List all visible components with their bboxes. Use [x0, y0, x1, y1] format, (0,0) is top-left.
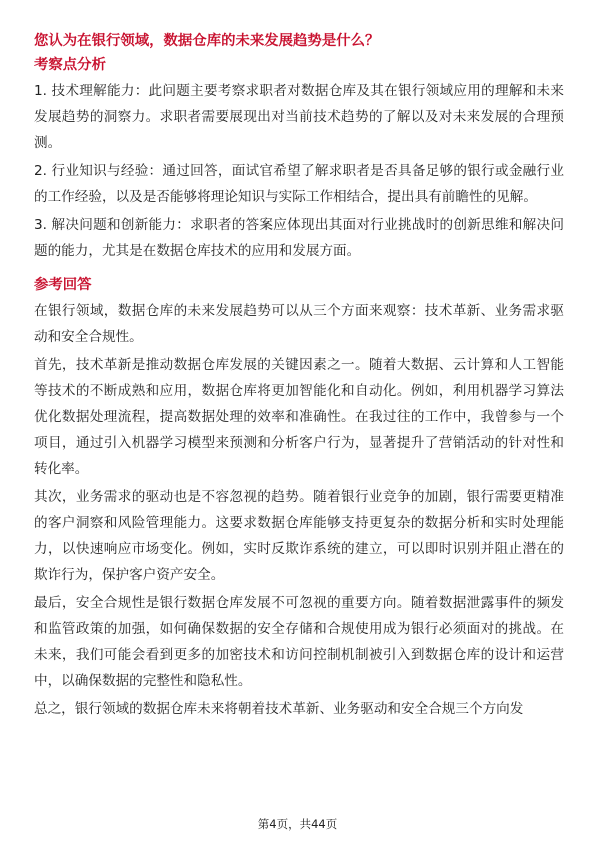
- page-number: 第4页，共44页: [257, 817, 338, 831]
- question-title: 您认为在银行领域，数据仓库的未来发展趋势是什么？: [34, 33, 380, 49]
- answer-heading: 参考回答: [34, 277, 92, 293]
- analysis-heading: 考察点分析: [34, 57, 106, 73]
- answer-paragraph: 首先，技术革新是推动数据仓库发展的关键因素之一。随着大数据、云计算和人工智能等技术的不断成熟和应用，数据仓库将更加智能化和自动化。例如，利用机器学习算法优化数据处理流程，提高数据处理的效率和准确性。在我过往的工作中，我曾参与一个项目，通过引入机器学习模型来预测和分析客户行为，显著提升了营销活动的针对性和转化率。: [34, 357, 564, 477]
- analysis-item: 1. 技术理解能力：此问题主要考察求职者对数据仓库及其在银行领域应用的理解和未来发展趋势的洞察力。求职者需要展现出对当前技术趋势的了解以及对未来发展的合理预测。: [34, 83, 564, 151]
- analysis-item: 3. 解决问题和创新能力：求职者的答案应体现出其面对行业挑战时的创新思维和解决问题的能力，尤其是在数据仓库技术的应用和发展方面。: [34, 217, 564, 259]
- document-page: [34, 30, 564, 722]
- analysis-item: 2. 行业知识与经验：通过回答，面试官希望了解求职者是否具备足够的银行或金融行业的工作经验，以及是否能够将理论知识与实际工作相结合，提出具有前瞻性的见解。: [34, 163, 564, 205]
- answer-paragraph: 在银行领域，数据仓库的未来发展趋势可以从三个方面来观察：技术革新、业务需求驱动和安全合规性。: [34, 303, 564, 345]
- answer-paragraph: 其次，业务需求的驱动也是不容忽视的趋势。随着银行业竞争的加剧，银行需要更精准的客户洞察和风险管理能力。这要求数据仓库能够支持更复杂的数据分析和实时处理能力，以快速响应市场变化。例如，实时反欺诈系统的建立，可以即时识别并阻止潜在的欺诈行为，保护客户资产安全。: [34, 489, 564, 583]
- answer-paragraph: 总之，银行领域的数据仓库未来将朝着技术革新、业务驱动和安全合规三个方向发: [34, 701, 524, 717]
- answer-paragraph: 最后，安全合规性是银行数据仓库发展不可忽视的重要方向。随着数据泄露事件的频发和监管政策的加强，如何确保数据的安全存储和合规使用成为银行必须面对的挑战。在未来，我们可能会看到更多的加密技术和访问控制机制被引入到数据仓库的设计和运营中，以确保数据的完整性和隐私性。: [34, 595, 564, 689]
